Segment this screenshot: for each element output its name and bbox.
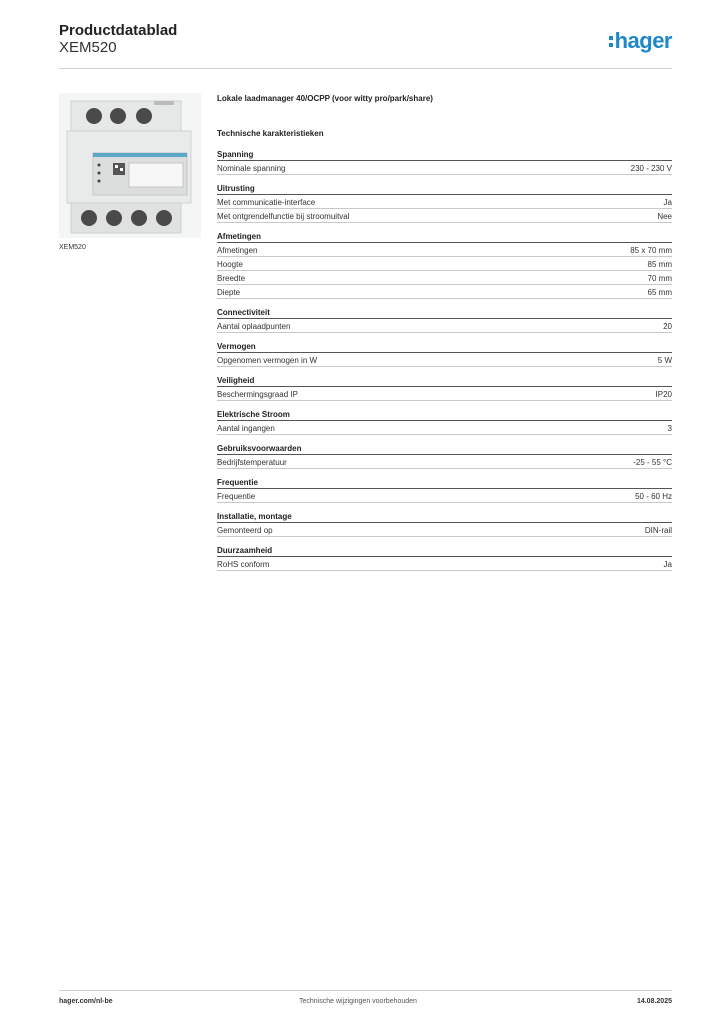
spec-row (217, 195, 672, 209)
section-title: Frequentie (217, 478, 672, 489)
spec-value: Ja (663, 560, 672, 569)
spec-label: Aantal ingangen (217, 424, 275, 433)
spec-row (217, 523, 672, 537)
product-device-illustration (59, 93, 201, 238)
spec-value: 50 - 60 Hz (635, 492, 672, 501)
footer-divider (59, 990, 672, 991)
spec-row (217, 455, 672, 469)
section-title: Gebruiksvoorwaarden (217, 444, 672, 455)
spec-value: 5 W (657, 356, 672, 365)
spec-row (217, 387, 672, 401)
datasheet-content (217, 94, 672, 571)
spec-value: -25 - 55 °C (633, 458, 672, 467)
spec-value: 85 x 70 mm (630, 246, 672, 255)
spec-section (217, 512, 672, 537)
spec-row (217, 489, 672, 503)
spec-section (217, 478, 672, 503)
logo-text: hager (614, 28, 672, 53)
product-code: XEM520 (59, 39, 117, 56)
page-footer (59, 998, 672, 1010)
spec-value: 20 (663, 322, 672, 331)
section-title: Elektrische Stroom (217, 410, 672, 421)
product-description: Lokale laadmanager 40/OCPP (voor witty pro/park/share) (217, 94, 433, 103)
page-header (59, 22, 672, 70)
spec-section (217, 232, 672, 299)
spec-label: Breedte (217, 274, 246, 283)
spec-label: Met communicatie-interface (217, 198, 316, 207)
spec-value: 230 - 230 V (630, 164, 672, 173)
spec-label: Beschermingsgraad IP (217, 390, 298, 399)
spec-value: Ja (663, 198, 672, 207)
spec-row (217, 285, 672, 299)
spec-label: Hoogte (217, 260, 243, 269)
footer-notice: Technische wijzigingen voorbehouden (299, 998, 417, 1005)
spec-row (217, 353, 672, 367)
spec-section (217, 150, 672, 175)
section-title: Vermogen (217, 342, 672, 353)
section-title: Uitrusting (217, 184, 672, 195)
spec-section (217, 410, 672, 435)
spec-row (217, 161, 672, 175)
spec-value: 65 mm (647, 288, 672, 297)
spec-label: RoHS conform (217, 560, 270, 569)
spec-label: Frequentie (217, 492, 256, 501)
spec-section (217, 376, 672, 401)
footer-website[interactable]: hager.com/nl-be (59, 998, 113, 1005)
spec-value: 3 (667, 424, 672, 433)
spec-row (217, 421, 672, 435)
spec-row (217, 257, 672, 271)
header-divider (59, 68, 672, 69)
spec-row (217, 319, 672, 333)
spec-label: Afmetingen (217, 246, 258, 255)
section-title: Installatie, montage (217, 512, 672, 523)
technical-heading: Technische karakteristieken (217, 129, 324, 138)
spec-section (217, 184, 672, 223)
spec-row (217, 271, 672, 285)
section-title: Duurzaamheid (217, 546, 672, 557)
spec-sections (217, 150, 672, 571)
section-title: Spanning (217, 150, 672, 161)
spec-label: Diepte (217, 288, 241, 297)
spec-label: Bedrijfstemperatuur (217, 458, 287, 467)
spec-section (217, 308, 672, 333)
spec-row (217, 557, 672, 571)
spec-value: Nee (657, 212, 672, 221)
spec-section (217, 546, 672, 571)
spec-label: Opgenomen vermogen in W (217, 356, 318, 365)
spec-value: 70 mm (647, 274, 672, 283)
hager-logo (609, 28, 672, 54)
logo-dots-icon (609, 36, 613, 47)
spec-row (217, 243, 672, 257)
section-title: Afmetingen (217, 232, 672, 243)
section-title: Veiligheid (217, 376, 672, 387)
image-caption: XEM520 (59, 244, 86, 251)
spec-label: Aantal oplaadpunten (217, 322, 291, 331)
spec-label: Met ontgrendelfunctie bij stroomuitval (217, 212, 350, 221)
document-title: Productdatablad (59, 22, 178, 39)
section-title: Connectiviteit (217, 308, 672, 319)
product-image (59, 93, 201, 238)
spec-value: IP20 (655, 390, 672, 399)
spec-label: Gemonteerd op (217, 526, 273, 535)
footer-date: 14.08.2025 (636, 998, 672, 1005)
spec-value: DIN-rail (644, 526, 672, 535)
spec-section (217, 342, 672, 367)
spec-row (217, 209, 672, 223)
spec-label: Nominale spanning (217, 164, 286, 173)
spec-section (217, 444, 672, 469)
spec-value: 85 mm (647, 260, 672, 269)
